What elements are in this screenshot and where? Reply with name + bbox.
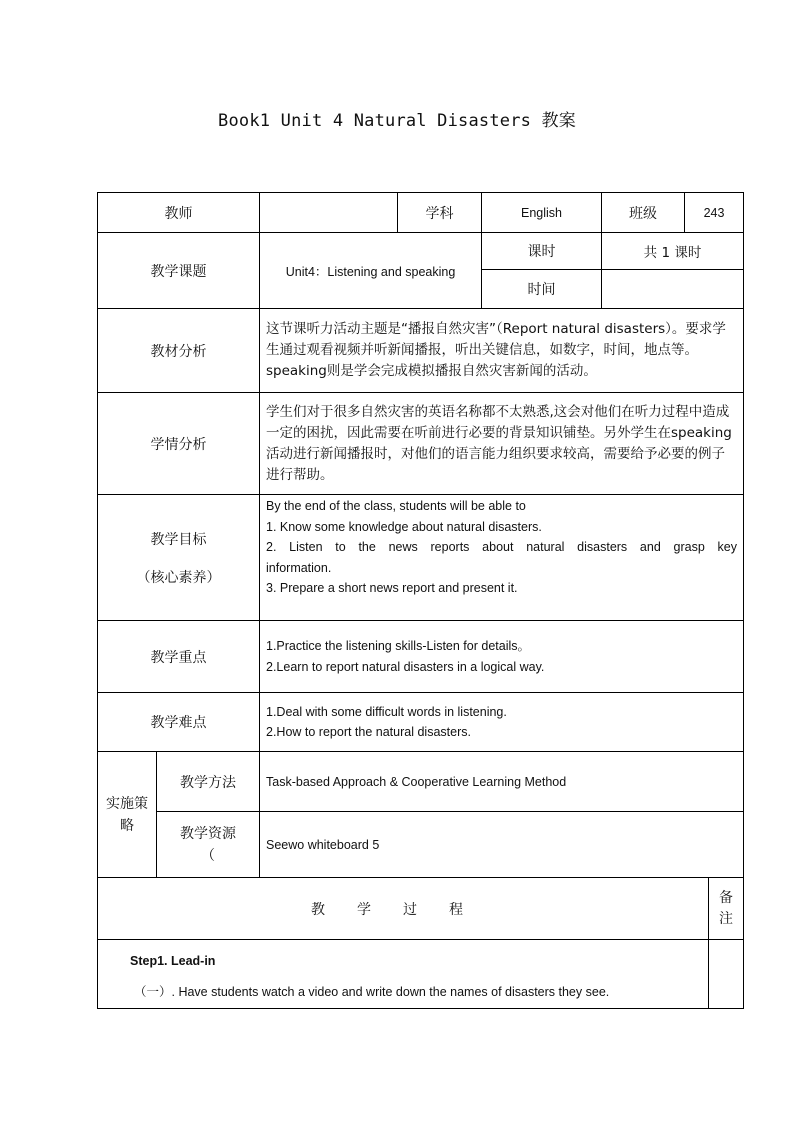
time-value xyxy=(602,270,744,309)
lesson-plan-table xyxy=(97,192,744,1009)
objectives-label-main: 教学目标 xyxy=(150,531,207,548)
row-difficulties xyxy=(98,693,744,752)
objective-line: 3. Prepare a short news report and present it. xyxy=(266,581,518,595)
class-value: 243 xyxy=(685,193,744,233)
row-strategy-resource xyxy=(98,812,744,878)
row-key-points xyxy=(98,621,744,693)
teacher-label: 教师 xyxy=(98,193,260,233)
strategy-label-line: 实施策 xyxy=(106,795,148,812)
key-point-line: 2.Learn to report natural disasters in a logical way. xyxy=(266,659,545,674)
strategy-label xyxy=(98,752,157,878)
period-label: 课时 xyxy=(482,233,602,270)
notes-cell xyxy=(709,940,744,1009)
material-label: 教材分析 xyxy=(98,309,260,393)
objectives-content xyxy=(260,495,744,621)
row-process-header xyxy=(98,878,744,940)
subject-label: 学科 xyxy=(398,193,482,233)
topic-label: 教学课题 xyxy=(98,233,260,309)
method-label: 教学方法 xyxy=(157,752,260,812)
topic-value: Unit4：Listening and speaking xyxy=(260,233,482,309)
row-objectives xyxy=(98,495,744,621)
notes-label xyxy=(709,878,744,940)
subject-value: English xyxy=(482,193,602,233)
resource-value: Seewo whiteboard 5 xyxy=(260,812,744,878)
students-label: 学情分析 xyxy=(98,393,260,495)
teacher-value xyxy=(260,193,398,233)
row-student-analysis xyxy=(98,393,744,495)
method-value: Task-based Approach & Cooperative Learning Method xyxy=(260,752,744,812)
row-strategy-method xyxy=(98,752,744,812)
period-value: 共 1 课时 xyxy=(602,233,744,270)
notes-label-line: 备 xyxy=(719,889,733,906)
row-process-content xyxy=(98,940,744,1009)
key-points-label: 教学重点 xyxy=(98,621,260,693)
notes-label-line: 注 xyxy=(719,910,733,927)
objective-line: By the end of the class, students will be able to xyxy=(266,499,526,513)
row-material-analysis xyxy=(98,309,744,393)
row-teacher-subject-class xyxy=(98,193,744,233)
step-item: （一）. Have students watch a video and write down the names of disasters they see. xyxy=(134,985,610,999)
time-label: 时间 xyxy=(482,270,602,309)
objectives-label-sub: （核心素养） xyxy=(136,569,221,586)
document-title: Book1 Unit 4 Natural Disasters 教案 xyxy=(218,111,576,131)
process-content xyxy=(98,940,709,1009)
students-text: 学生们对于很多自然灾害的英语名称都不太熟悉,这会对他们在听力过程中造成一定的困扰，因此需要在听前进行必要的背景知识铺垫。另外学生在speaking活动进行新闻播报时，对他们的语言能力组织要求较高，需要给予必要的例子进行帮助。 xyxy=(260,393,744,495)
resource-label xyxy=(157,812,260,878)
process-label: 教学过程 xyxy=(98,878,709,940)
difficulties-label: 教学难点 xyxy=(98,693,260,752)
step-title: Step1. Lead-in xyxy=(130,954,216,968)
row-topic xyxy=(98,233,744,270)
strategy-label-line: 略 xyxy=(120,817,134,834)
resource-label-line: （ xyxy=(201,847,215,864)
objectives-label xyxy=(98,495,260,621)
key-points-content xyxy=(260,621,744,693)
objective-line: information. xyxy=(266,560,332,575)
class-label: 班级 xyxy=(602,193,685,233)
objective-line: 1. Know some knowledge about natural disasters. xyxy=(266,519,542,534)
difficulty-line: 2.How to report the natural disasters. xyxy=(266,725,471,739)
objective-line: 2. Listen to the news reports about natural disasters and grasp key xyxy=(266,540,738,554)
difficulty-line: 1.Deal with some difficult words in listening. xyxy=(266,704,507,719)
material-text: 这节课听力活动主题是“播报自然灾害”（Report natural disasters）。要求学生通过观看视频并听新闻播报，听出关键信息，如数字，时间，地点等。speaking则是学会完成模拟播报自然灾害新闻的活动。 xyxy=(260,309,744,393)
difficulties-content xyxy=(260,693,744,752)
resource-label-line: 教学资源 xyxy=(180,825,236,842)
key-point-line: 1.Practice the listening skills-Listen for details。 xyxy=(266,639,531,653)
